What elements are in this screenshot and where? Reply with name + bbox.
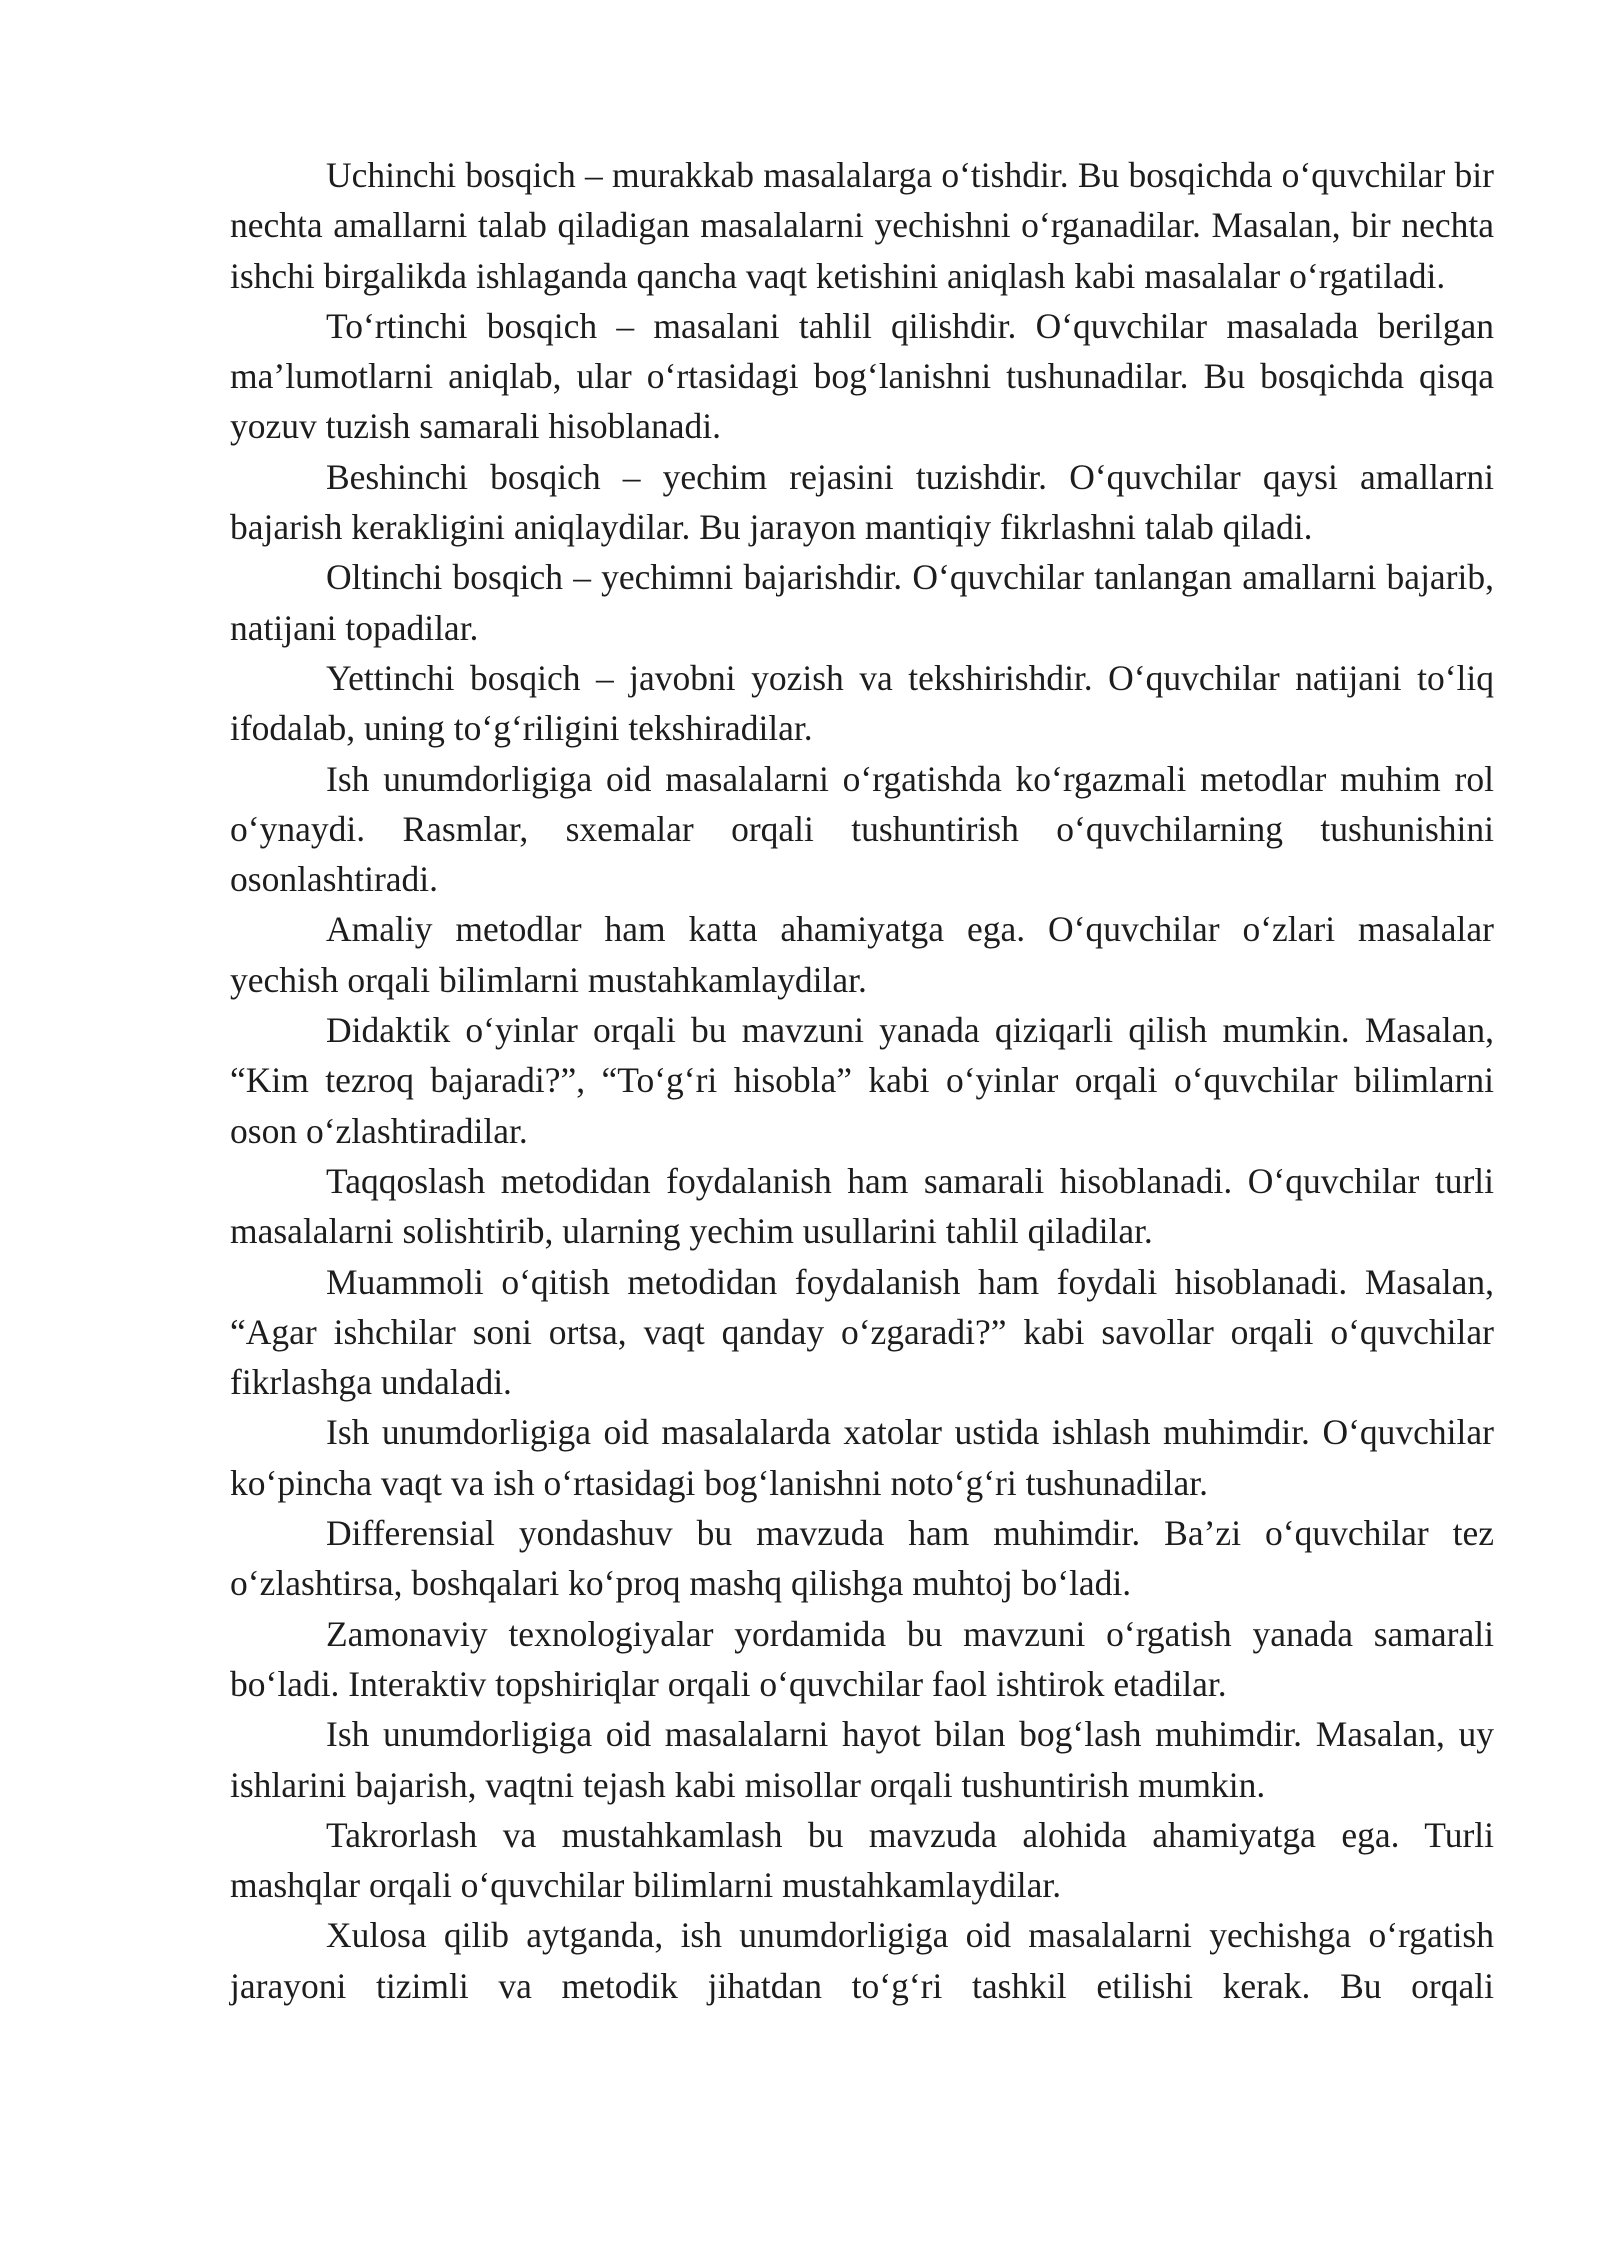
paragraph-stage-four: To‘rtinchi bosqich – masalani tahlil qilishdir. O‘quvchilar masalada berilgan ma’lumotlarni aniqlab, ular o‘rtasidagi bog‘lanishni tushunadilar. Bu bosqichda qisqa yozuv tuzish samarali hisoblanadi. xyxy=(230,305,1494,447)
paragraph-practical-methods: Amaliy metodlar ham katta ahamiyatga ega. O‘quvchilar o‘zlari masalalar yechish orqali bilimlarni mustahkamlaydilar. xyxy=(230,909,1494,1000)
paragraph-didactic-games: Didaktik o‘yinlar orqali bu mavzuni yanada qiziqarli qilish mumkin. Masalan, “Kim tezroq bajaradi?”, “To‘g‘ri hisobla” kabi o‘yinlar orqali o‘quvchilar bilimlarni oson o‘zlashtiradilar. xyxy=(230,1010,1494,1151)
paragraph-conclusion: Xulosa qilib aytganda, ish unumdorligiga oid masalalarni yechishga o‘rgatish jarayoni tizimli va metodik jihatdan to‘g‘ri tashkil etilishi kerak. Bu orqali xyxy=(230,1915,1494,2006)
paragraph-real-life-connection: Ish unumdorligiga oid masalalarni hayot bilan bog‘lash muhimdir. Masalan, uy ishlarini bajarish, vaqtni tejash kabi misollar orqali tushuntirish mumkin. xyxy=(230,1714,1494,1805)
paragraph-stage-five: Beshinchi bosqich – yechim rejasini tuzishdir. O‘quvchilar qaysi amallarni bajarish kerakligini aniqlaydilar. Bu jarayon mantiqiy fikrlashni talab qiladi. xyxy=(230,456,1494,548)
paragraph-working-on-errors: Ish unumdorligiga oid masalalarda xatolar ustida ishlash muhimdir. O‘quvchilar ko‘pincha vaqt va ish o‘rtasidagi bog‘lanishni noto‘g‘ri tushunadilar. xyxy=(230,1412,1494,1503)
paragraph-stage-six: Oltinchi bosqich – yechimni bajarishdir. O‘quvchilar tanlangan amallarni bajarib, natijani topadilar. xyxy=(230,557,1494,648)
paragraph-comparison-method: Taqqoslash metodidan foydalanish ham samarali hisoblanadi. O‘quvchilar turli masalalarni solishtirib, ularning yechim usullarini tahlil qiladilar. xyxy=(230,1160,1494,1252)
paragraph-modern-technologies: Zamonaviy texnologiyalar yordamida bu mavzuni o‘rgatish yanada samarali bo‘ladi. Interaktiv topshiriqlar orqali o‘quvchilar faol ishtirok etadilar. xyxy=(230,1613,1494,1704)
paragraph-stage-three: Uchinchi bosqich – murakkab masalalarga o‘tishdir. Bu bosqichda o‘quvchilar bir nechta amallarni talab qiladigan masalalarni yechishni o‘rganadilar. Masalan, bir nechta ishchi birgalikda ishlaganda qancha vaqt ketishini aniqlash kabi masalalar o‘rgatiladi. xyxy=(230,155,1494,296)
paragraph-stage-seven: Yettinchi bosqich – javobni yozish va tekshirishdir. O‘quvchilar natijani to‘liq ifodalab, uning to‘g‘riligini tekshiradilar. xyxy=(230,657,1494,749)
paragraph-visual-methods: Ish unumdorligiga oid masalalarni o‘rgatishda ko‘rgazmali metodlar muhim rol o‘ynaydi. Rasmlar, sxemalar orqali tushuntirish o‘quvchilarning tushunishini osonlashtiradi. xyxy=(230,758,1494,900)
paragraph-repetition-reinforcement: Takrorlash va mustahkamlash bu mavzuda alohida ahamiyatga ega. Turli mashqlar orqali o‘quvchilar bilimlarni mustahkamlaydilar. xyxy=(230,1814,1494,1906)
document-page xyxy=(230,150,1494,2011)
paragraph-problem-based-teaching: Muammoli o‘qitish metodidan foydalanish ham foydali hisoblanadi. Masalan, “Agar ishchilar soni ortsa, vaqt qanday o‘zgaradi?” kabi savollar orqali o‘quvchilar fikrlashga undaladi. xyxy=(230,1261,1494,1403)
paragraph-differentiated-approach: Differensial yondashuv bu mavzuda ham muhimdir. Ba’zi o‘quvchilar tez o‘zlashtirsa, boshqalari ko‘proq mashq qilishga muhtoj bo‘ladi. xyxy=(230,1513,1494,1604)
